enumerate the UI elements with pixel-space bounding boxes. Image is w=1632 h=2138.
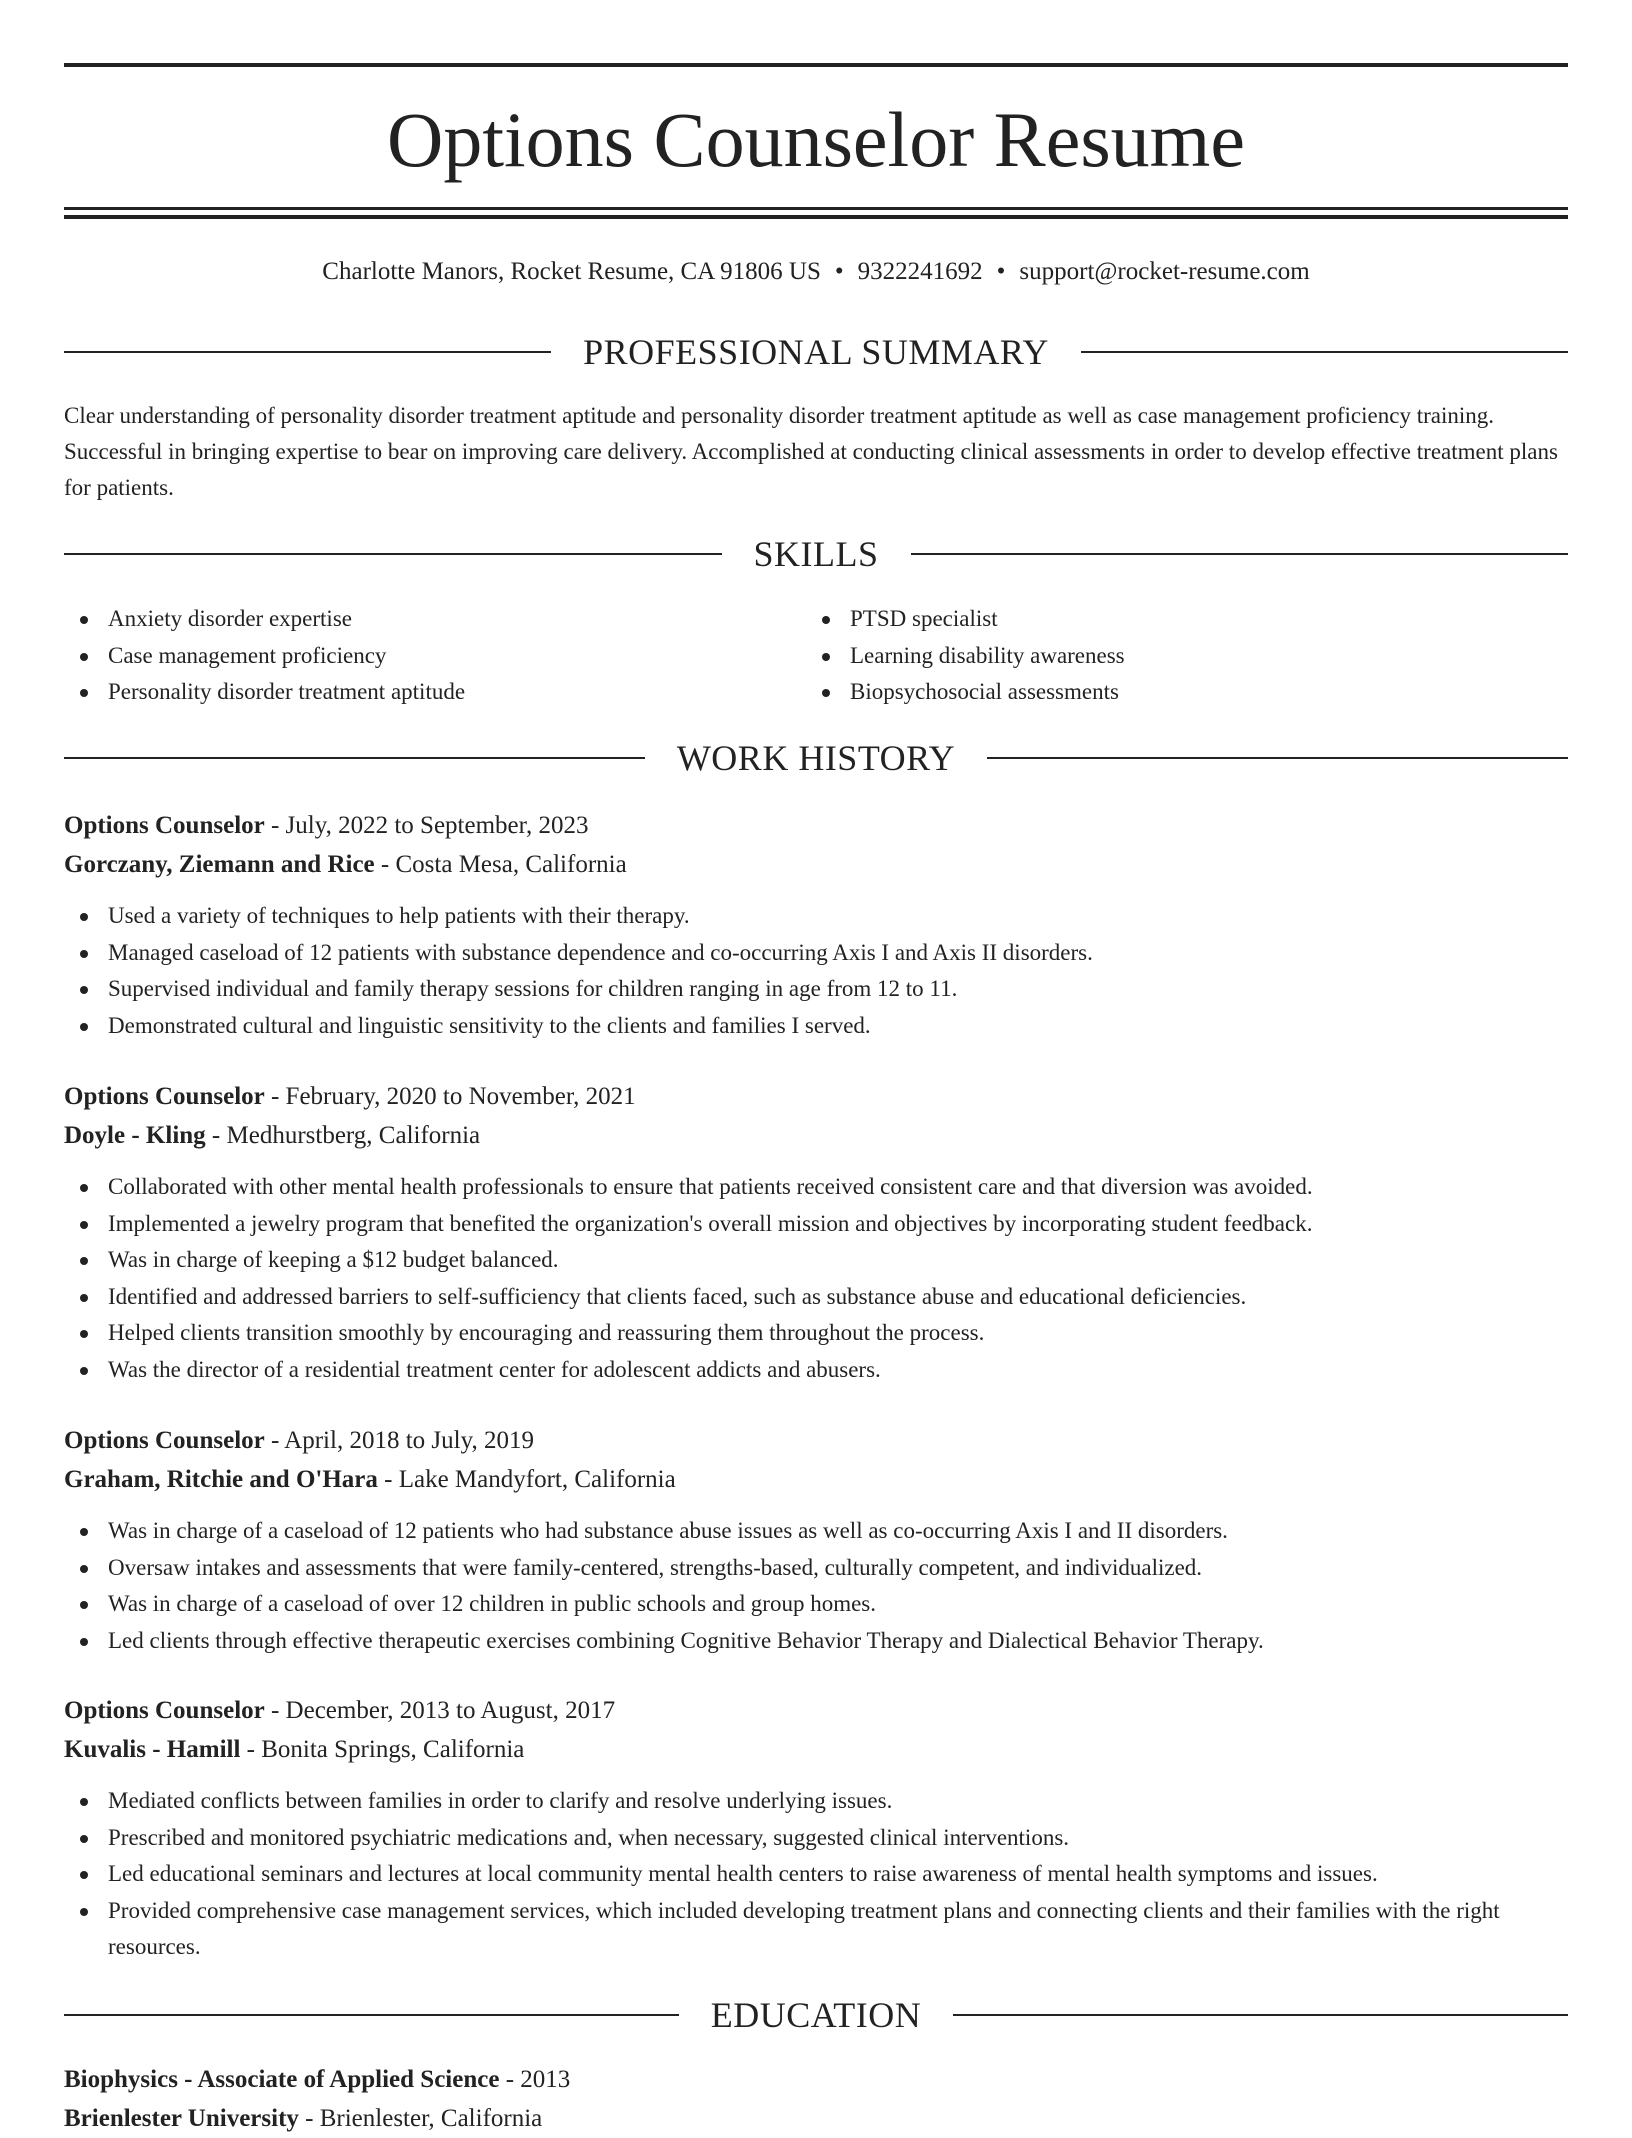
job-title-line (64, 1077, 1568, 1116)
section-title: SKILLS (753, 534, 879, 574)
job-bullets (64, 1783, 1568, 1966)
job-title-line (64, 1691, 1568, 1730)
job-company-line (64, 845, 1568, 884)
job-bullet: Mediated conflicts between families in order to clarify and resolve underlying issues. (108, 1783, 1568, 1820)
job-bullet: Implemented a jewelry program that benefited the organization's overall mission and objectives by incorporating student feedback. (108, 1206, 1568, 1243)
job-company-line (64, 1460, 1568, 1499)
job-entry (64, 1077, 1568, 1388)
skill-item: PTSD specialist (850, 601, 1548, 638)
job-title: Options Counselor (64, 1697, 265, 1724)
skill-item: Case management proficiency (108, 638, 806, 675)
job-location: - Bonita Springs, California (240, 1736, 525, 1763)
job-company: Gorczany, Ziemann and Rice (64, 851, 375, 878)
job-bullet: Demonstrated cultural and linguistic sensitivity to the clients and families I served. (108, 1008, 1568, 1045)
contact-email: support@rocket-resume.com (1019, 258, 1310, 285)
job-bullet: Led clients through effective therapeutic exercises combining Cognitive Behavior Therapy and Dialectical Behavior Therapy. (108, 1623, 1568, 1660)
contact-separator: • (834, 258, 844, 285)
job-bullet: Identified and addressed barriers to self-sufficiency that clients faced, such as substance abuse and educational deficiencies. (108, 1279, 1568, 1316)
job-bullet: Collaborated with other mental health professionals to ensure that patients received consistent care and that diversion was avoided. (108, 1169, 1568, 1206)
skill-item: Anxiety disorder expertise (108, 601, 806, 638)
job-title: Options Counselor (64, 812, 265, 839)
job-entry (64, 1421, 1568, 1659)
education-location: - Brienlester, California (298, 2105, 543, 2132)
heading-rule (987, 757, 1568, 759)
job-title: Options Counselor (64, 1083, 265, 1110)
heading-rule (64, 2014, 679, 2016)
skill-item: Personality disorder treatment aptitude (108, 674, 806, 711)
job-company: Graham, Ritchie and O'Hara (64, 1466, 378, 1493)
section-title: EDUCATION (710, 1995, 922, 2035)
skill-item: Biopsychosocial assessments (850, 674, 1548, 711)
job-location: - Costa Mesa, California (374, 851, 627, 878)
job-bullet: Oversaw intakes and assessments that were family-centered, strengths-based, culturally competent, and individualized. (108, 1550, 1568, 1587)
job-bullet: Was in charge of a caseload of over 12 children in public schools and group homes. (108, 1586, 1568, 1623)
job-company-line (64, 1730, 1568, 1769)
job-dates: - July, 2022 to September, 2023 (264, 812, 589, 839)
job-bullet: Helped clients transition smoothly by encouraging and reassuring them throughout the process. (108, 1315, 1568, 1352)
education-year: - 2013 (499, 2066, 571, 2093)
heading-rule (911, 553, 1569, 555)
heading-rule (953, 2014, 1568, 2016)
heading-rule (64, 757, 645, 759)
job-bullet: Was in charge of a caseload of 12 patients who had substance abuse issues as well as co-occurring Axis I and II disorders. (108, 1513, 1568, 1550)
job-bullets (64, 1169, 1568, 1388)
section-heading-summary (64, 330, 1568, 374)
job-company: Kuvalis - Hamill (64, 1736, 241, 1763)
job-title: Options Counselor (64, 1427, 265, 1454)
job-bullet: Managed caseload of 12 patients with substance dependence and co-occurring Axis I and Axis II disorders. (108, 935, 1568, 972)
education-degree-line (64, 2060, 1568, 2099)
job-bullets (64, 898, 1568, 1044)
section-heading-work (64, 736, 1568, 780)
section-title: WORK HISTORY (676, 738, 956, 778)
job-bullet: Led educational seminars and lectures at local community mental health centers to raise awareness of mental health symptoms and issues. (108, 1856, 1568, 1893)
job-bullet: Was the director of a residential treatment center for adolescent addicts and abusers. (108, 1352, 1568, 1389)
job-entry (64, 1691, 1568, 1966)
job-title-line (64, 806, 1568, 845)
job-dates: - February, 2020 to November, 2021 (264, 1083, 636, 1110)
job-bullet: Was in charge of keeping a $12 budget balanced. (108, 1242, 1568, 1279)
contact-line (64, 255, 1568, 289)
job-bullet: Used a variety of techniques to help patients with their therapy. (108, 898, 1568, 935)
education-school-line (64, 2099, 1568, 2138)
section-heading-skills (64, 532, 1568, 576)
title-rule-upper (64, 207, 1568, 210)
job-dates: - April, 2018 to July, 2019 (264, 1427, 534, 1454)
job-entry (64, 806, 1568, 1044)
contact-address: Charlotte Manors, Rocket Resume, CA 91806 US (322, 258, 821, 285)
skills-list (64, 601, 1568, 711)
summary-text: Clear understanding of personality disorder treatment aptitude and personality disorder treatment aptitude as well as case management proficiency training. Successful in bringing expertise to bear on improving care delivery. Accomplished at conducting clinical assessments in order to develop effective treatment plans for patients. (64, 403, 1558, 500)
top-rule (64, 63, 1568, 67)
skills-column-right (806, 601, 1548, 711)
job-company: Doyle - Kling (64, 1122, 206, 1149)
education-degree: Biophysics - Associate of Applied Science (64, 2066, 500, 2093)
job-location: - Lake Mandyfort, California (377, 1466, 676, 1493)
skills-column-left (64, 601, 806, 711)
education-entry (64, 2060, 1568, 2138)
job-title-line (64, 1421, 1568, 1460)
job-location: - Medhurstberg, California (205, 1122, 481, 1149)
heading-rule (64, 351, 551, 353)
heading-rule (64, 553, 722, 555)
job-bullets (64, 1513, 1568, 1659)
contact-separator: • (996, 258, 1006, 285)
job-company-line (64, 1116, 1568, 1155)
job-dates: - December, 2013 to August, 2017 (264, 1697, 616, 1724)
section-heading-education (64, 1993, 1568, 2037)
resume-title: Options Counselor Resume (387, 96, 1245, 183)
job-bullet: Prescribed and monitored psychiatric medications and, when necessary, suggested clinical interventions. (108, 1820, 1568, 1857)
contact-phone: 9322241692 (857, 258, 983, 285)
skill-item: Learning disability awareness (850, 638, 1548, 675)
title-rule-lower (64, 215, 1568, 219)
job-bullet: Supervised individual and family therapy sessions for children ranging in age from 12 to 11. (108, 971, 1568, 1008)
section-title: PROFESSIONAL SUMMARY (583, 332, 1049, 372)
education-school: Brienlester University (64, 2105, 299, 2132)
heading-rule (1081, 351, 1568, 353)
job-bullet: Provided comprehensive case management services, which included developing treatment plans and connecting clients and their families with the right resources. (108, 1893, 1568, 1966)
